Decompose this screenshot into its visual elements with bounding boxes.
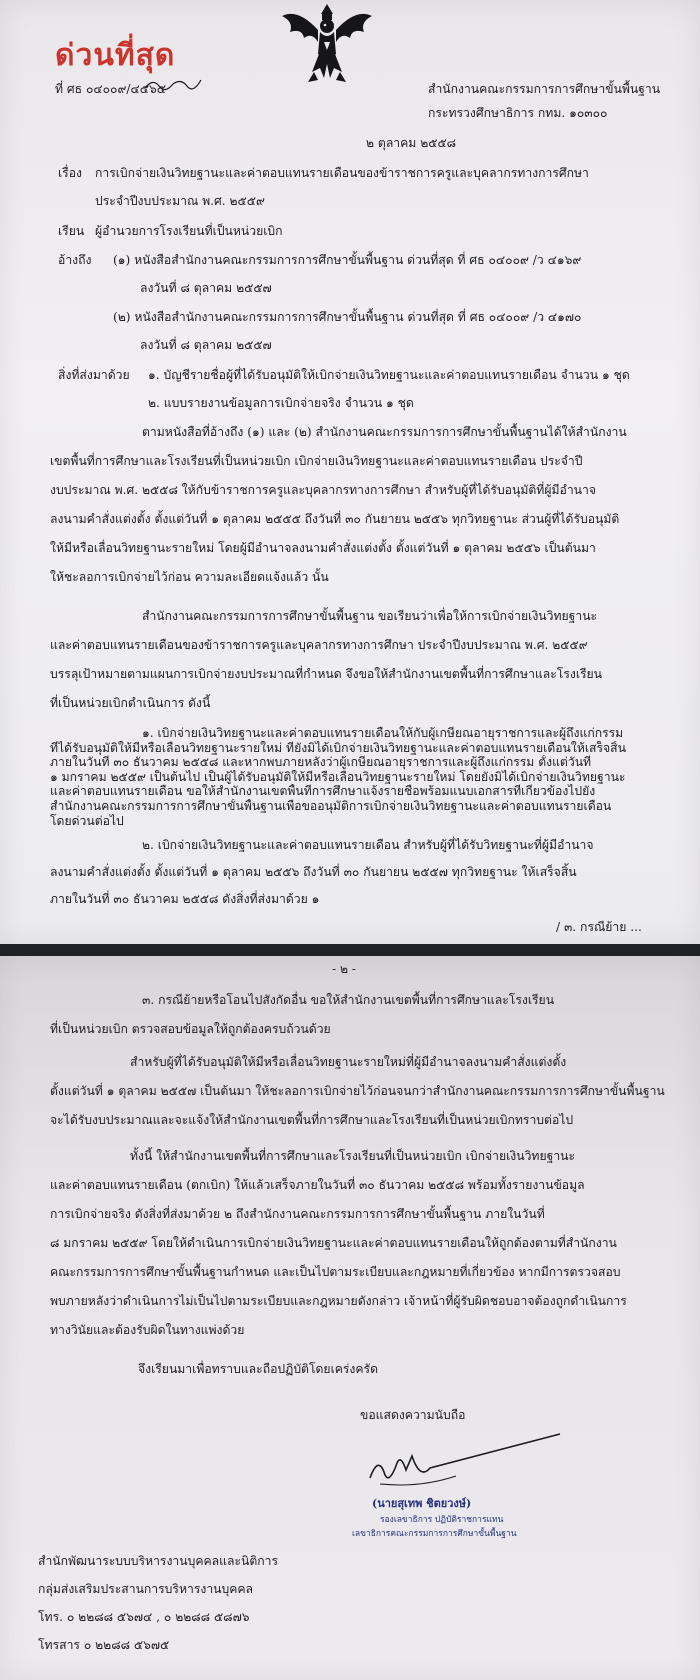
- office-name: สำนักพัฒนาระบบบริหารงานบุคคลและนิติการ: [38, 1554, 279, 1568]
- paragraph-line: และค่าตอบแทนรายเดือน (ตกเบิก) ให้แล้วเสร็จภายในวันที่ ๓๐ ธันวาคม ๒๕๕๘ พร้อมทั้งรายงานข้อมูล: [50, 1178, 585, 1192]
- enclosure-label: สิ่งที่ส่งมาด้วย: [58, 368, 130, 382]
- paragraph-line: ๑ มกราคม ๒๕๕๙ เป็นต้นไป เป็นผู้ได้รับอนุมัติให้มีหรือเลื่อนวิทยฐานะรายใหม่ โดยยังมิได้เบิกจ่ายเงินวิทยฐานะ: [50, 769, 626, 784]
- paragraph-4: [50, 832, 680, 913]
- regards-line: ขอแสดงความนับถือ: [360, 1408, 466, 1422]
- paragraph-line: ทางวินัยและต้องรับผิดในทางแพ่งด้วย: [50, 1323, 245, 1337]
- signer-position-2: เลขาธิการคณะกรรมการการศึกษาขั้นพื้นฐาน: [352, 1529, 517, 1539]
- garuda-emblem-icon: [278, 2, 376, 84]
- subject-label: เรื่อง: [58, 166, 82, 180]
- signer-name: (นายสุเทพ ชิตยวงษ์): [372, 1497, 472, 1510]
- handwritten-signature-icon: [360, 1426, 570, 1496]
- p2-paragraph-1: [50, 986, 680, 1044]
- paragraph-line: ๓. กรณีย้ายหรือโอนไปสังกัดอื่น ขอให้สำนักงานเขตพื้นที่การศึกษาและโรงเรียน: [142, 993, 555, 1007]
- document-number: ที่ ศธ ๐๔๐๐๙/๔๕๖๕: [55, 82, 166, 97]
- paragraph-line: จะได้รับงบประมาณและจะแจ้งให้สำนักงานเขตพื้นที่การศึกษาและโรงเรียนที่เป็นหน่วยเบิกทราบต่อไป: [50, 1113, 574, 1127]
- page-number: - ๒ -: [332, 962, 357, 976]
- paragraph-line: ให้มีหรือเลื่อนวิทยฐานะรายใหม่ โดยผู้มีอำนาจลงนามคำสั่งแต่งตั้ง ตั้งแต่วันที่ ๑ ตุลาคม ๒๕๕๖ เป็นต้นมา: [50, 541, 596, 555]
- paragraph-3: [50, 726, 680, 828]
- p2-paragraph-3: [50, 1142, 680, 1345]
- paragraph-line: ๑. เบิกจ่ายเงินวิทยฐานะและค่าตอบแทนรายเดือนให้กับผู้เกษียณอายุราชการและผู้ถึงแก่กรรม: [142, 726, 624, 740]
- paragraph-line: การเบิกจ่ายจริง ดังสิ่งที่ส่งมาด้วย ๒ ถึงสำนักงานคณะกรรมการการศึกษาขั้นพื้นฐาน ภายในวันที่: [50, 1207, 545, 1221]
- agency-address: กระทรวงศึกษาธิการ กทม. ๑๐๓๐๐: [428, 106, 608, 120]
- paragraph-line: ตั้งแต่วันที่ ๑ ตุลาคม ๒๕๕๗ เป็นต้นมา ให้ชะลอการเบิกจ่ายไว้ก่อนจนกว่าสำนักงานคณะกรรมการการศึกษาขั้นพื้นฐาน: [50, 1084, 665, 1098]
- enclosure-2: ๒. แบบรายงานข้อมูลการเบิกจ่ายจริง จำนวน ๑ ชุด: [148, 396, 414, 410]
- paragraph-line: บรรลุเป้าหมายตามแผนการเบิกจ่ายงบประมาณที่กำหนด จึงขอให้สำนักงานเขตพื้นที่การศึกษาและโรงเรียน: [50, 667, 603, 681]
- paragraph-line: งบประมาณ พ.ศ. ๒๕๕๘ ให้กับข้าราชการครูและบุคลากรทางการศึกษา สำหรับผู้ที่ได้รับอนุมัติที่ผู้มีอำนาจ: [50, 483, 596, 497]
- division-name: กลุ่มส่งเสริมประสานการบริหารงานบุคคล: [38, 1582, 254, 1596]
- agency-name: สำนักงานคณะกรรมการการศึกษาขั้นพื้นฐาน: [428, 82, 661, 96]
- paragraph-line: สำหรับผู้ที่ได้รับอนุมัติให้มีหรือเลื่อนวิทยฐานะรายใหม่ที่ผู้มีอำนาจลงนามคำสั่งแต่งตั้ง: [130, 1055, 567, 1069]
- enclosure-1: ๑. บัญชีรายชื่อผู้ที่ได้รับอนุมัติให้เบิกจ่ายเงินวิทยฐานะและค่าตอบแทนรายเดือน จำนวน ๑ ชุด: [148, 368, 630, 382]
- paragraph-line: ภายในวันที่ ๓๐ ธันวาคม ๒๕๕๘ ดังสิ่งที่ส่งมาด้วย ๑: [50, 892, 320, 906]
- continued-marker: / ๓. กรณีย้าย ...: [556, 920, 642, 934]
- paragraph-line: สำนักงานคณะกรรมการการศึกษาขั้นพื้นฐาน ขอเรียนว่าเพื่อให้การเบิกจ่ายเงินวิทยฐานะ: [142, 609, 598, 623]
- paragraph-line: ที่เป็นหน่วยเบิก ตรวจสอบข้อมูลให้ถูกต้องครบถ้วนด้วย: [50, 1022, 331, 1036]
- paragraph-line: ๘ มกราคม ๒๕๕๙ โดยให้ดำเนินการเบิกจ่ายเงินวิทยฐานะและค่าตอบแทนรายเดือนให้ถูกต้องตามที่สำนักงาน: [50, 1236, 617, 1250]
- paragraph-line: ทั้งนี้ ให้สำนักงานเขตพื้นที่การศึกษาและโรงเรียนที่เป็นหน่วยเบิก เบิกจ่ายเงินวิทยฐานะ: [130, 1149, 576, 1163]
- reference-2-line-1: (๒) หนังสือสำนักงานคณะกรรมการการศึกษาขั้นพื้นฐาน ด่วนที่สุด ที่ ศธ ๐๔๐๐๙ /ว ๔๑๗๐: [113, 310, 582, 324]
- paragraph-line: สำนักงานคณะกรรมการการศึกษาขั้นพื้นฐานเพื่อขออนุมัติการเบิกจ่ายเงินวิทยฐานะและค่าตอบแทนรายเดือน: [50, 798, 612, 813]
- reference-1-line-2: ลงวันที่ ๘ ตุลาคม ๒๕๕๗: [140, 281, 272, 295]
- subject-line-2: ประจำปีงบประมาณ พ.ศ. ๒๕๕๙: [95, 194, 265, 208]
- paragraph-line: ภายในวันที่ ๓๐ ธันวาคม ๒๕๕๘ และหากพบภายหลังว่าผู้เกษียณอายุราชการและผู้ถึงแก่กรรม ตั้งแต่วันที่: [50, 755, 592, 770]
- letter-date: ๒ ตุลาคม ๒๕๕๘: [366, 136, 457, 150]
- handwritten-number-icon: [143, 76, 203, 92]
- signer-position-1: รองเลขาธิการ ปฏิบัติราชการแทน: [380, 1515, 504, 1525]
- phone-number: โทร. ๐ ๒๒๘๘ ๕๖๗๔ , ๐ ๒๒๘๘ ๕๘๗๖: [38, 1610, 250, 1624]
- reference-1-line-1: (๑) หนังสือสำนักงานคณะกรรมการการศึกษาขั้นพื้นฐาน ด่วนที่สุด ที่ ศธ ๐๔๐๐๙ /ว ๔๑๖๙: [113, 253, 582, 267]
- paragraph-line: ที่ได้รับอนุมัติให้มีหรือเลื่อนวิทยฐานะรายใหม่ ที่ยังมิได้เบิกจ่ายเงินวิทยฐานะและค่าตอบแทนรายเดือนให้เสร็จสิ้น: [50, 740, 626, 755]
- paragraph-line: ตามหนังสือที่อ้างถึง (๑) และ (๒) สำนักงานคณะกรรมการการศึกษาขั้นพื้นฐานได้ให้สำนักงาน: [142, 425, 627, 439]
- urgent-stamp: ด่วนที่สุด: [55, 38, 176, 73]
- paragraph-line: ลงนามคำสั่งแต่งตั้ง ตั้งแต่วันที่ ๑ ตุลาคม ๒๕๕๖ ถึงวันที่ ๓๐ กันยายน ๒๕๕๗ ทุกวิทยฐานะ ให้เสร็จสิ้น: [50, 865, 577, 879]
- paragraph-line: ที่เป็นหน่วยเบิกดำเนินการ ดังนี้: [50, 696, 211, 710]
- letter-page-2: [0, 956, 700, 1680]
- fax-number: โทรสาร ๐ ๒๒๘๘ ๕๖๗๕: [38, 1638, 170, 1652]
- paragraph-line: ลงนามคำสั่งแต่งตั้ง ตั้งแต่วันที่ ๑ ตุลาคม ๒๕๕๕ ถึงวันที่ ๓๐ กันยายน ๒๕๕๖ ทุกวิทยฐานะ ส่วนผู้ที่ได้รับอนุมัติ: [50, 512, 620, 526]
- reference-label: อ้างถึง: [58, 253, 92, 267]
- closing-line: จึงเรียนมาเพื่อทราบและถือปฏิบัติโดยเคร่งครัด: [138, 1362, 379, 1376]
- paragraph-line: และค่าตอบแทนรายเดือน ขอให้สำนักงานเขตพื้นที่การศึกษาแจ้งรายชื่อพร้อมแนบเอกสารที่เกี่ยวข้องไปยัง: [50, 784, 596, 799]
- to-label: เรียน: [58, 224, 85, 238]
- paragraph-2: [50, 602, 680, 718]
- paragraph-line: และค่าตอบแทนรายเดือนของข้าราชการครูและบุคลากรทางการศึกษา ประจำปีงบประมาณ พ.ศ. ๒๕๕๙: [50, 638, 588, 652]
- paragraph-line: ให้ชะลอการเบิกจ่ายไว้ก่อน ความละเอียดแจ้งแล้ว นั้น: [50, 570, 329, 584]
- paragraph-line: คณะกรรมการการศึกษาขั้นพื้นฐานกำหนด และเป็นไปตามระเบียบและกฎหมายที่เกี่ยวข้อง หากมีการตรวจสอบ: [50, 1265, 621, 1279]
- p2-paragraph-2: [50, 1048, 680, 1135]
- paragraph-line: ๒. เบิกจ่ายเงินวิทยฐานะและค่าตอบแทนรายเดือน สำหรับผู้ที่ได้รับวิทยฐานะที่ผู้มีอำนาจ: [142, 838, 594, 852]
- to-value: ผู้อำนวยการโรงเรียนที่เป็นหน่วยเบิก: [95, 224, 283, 238]
- paragraph-line: พบภายหลังว่าดำเนินการไม่เป็นไปตามระเบียบและกฎหมายดังกล่าว เจ้าหน้าที่ผู้รับผิดชอบอาจต้องถูกดำเนินการ: [50, 1294, 627, 1308]
- paragraph-line: เขตพื้นที่การศึกษาและโรงเรียนที่เป็นหน่วยเบิก เบิกจ่ายเงินวิทยฐานะและค่าตอบแทนรายเดือน ประจำปี: [50, 454, 583, 468]
- subject-line-1: การเบิกจ่ายเงินวิทยฐานะและค่าตอบแทนรายเดือนของข้าราชการครูและบุคลากรทางการศึกษา: [95, 166, 589, 180]
- reference-2-line-2: ลงวันที่ ๘ ตุลาคม ๒๕๕๗: [140, 338, 272, 352]
- paragraph-1: [50, 418, 680, 592]
- paragraph-line: โดยด่วนต่อไป: [50, 813, 124, 828]
